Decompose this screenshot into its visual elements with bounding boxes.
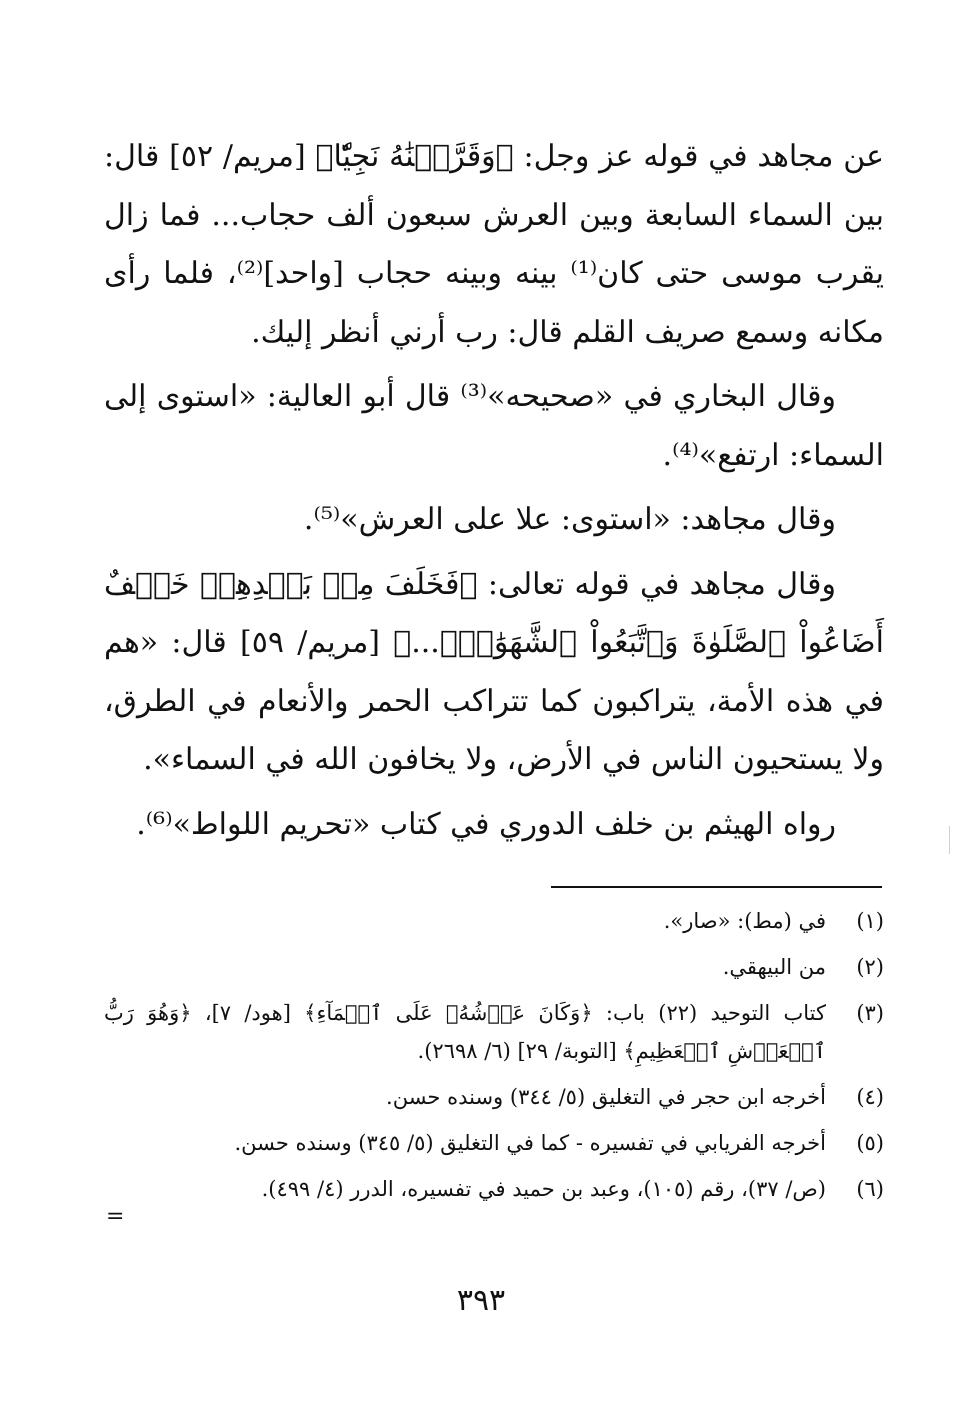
footnotes (104, 902, 884, 1216)
page-number: ٣٩٣ (456, 1283, 506, 1318)
footnote-number: (٤) (856, 1085, 884, 1109)
continuation-mark: = (106, 1204, 125, 1229)
footnote-1 (104, 902, 884, 940)
paragraph-source: رواه الهيثم بن خلف الدوري في كتاب «تحريم اللواط»⁽⁶⁾. (136, 806, 836, 842)
footnote-text: في (مط): «صار». (663, 909, 826, 933)
footnote-2 (104, 948, 884, 986)
footnote-text: أخرجه الفريابي في تفسيره - كما في التغليق (٥/ ٣٤٥) وسنده حسن. (234, 1131, 826, 1155)
footnote-number: (٢) (856, 955, 884, 979)
footnote-number: (٦) (856, 1177, 884, 1201)
footnote-4 (104, 1078, 884, 1116)
footnote-text: (ص/ ٣٧)، رقم (١٠٥)، وعبد بن حميد في تفسيره، الدرر (٤/ ٤٩٩). (261, 1177, 826, 1201)
paragraph-mujahid-istawa: وقال مجاهد: «استوى: علا على العرش»⁽⁵⁾. (303, 502, 836, 537)
footnote-number: (٣) (856, 1001, 884, 1025)
main-text (104, 128, 884, 860)
footnote-6 (104, 1170, 884, 1208)
footnote-3 (104, 994, 884, 1070)
scan-artifact (949, 826, 950, 854)
footnote-number: (١) (856, 909, 884, 933)
paragraph-bukhari-istawa: وقال البخاري في «صحيحه»⁽³⁾ قال أبو العالية: «استوى إلى السماء: ارتفع»⁽⁴⁾. (104, 379, 884, 473)
paragraph-mujahid-hijab: عن مجاهد في قوله عز وجل: ﴿وَقَرَّبۡنَٰهُ نَجِيّٗا﴾ [مريم/ ٥٢] قال: بين السماء السابعة وبين العرش سبعون ألف حجاب... فما زال يقرب موسى حتى كان⁽¹⁾ بينه وبينه حجاب [واحد]⁽²⁾، فلما رأى مكانه وسمع صريف القلم قال: رب أرني أنظر إليك. (104, 139, 885, 350)
footnote-text: أخرجه ابن حجر في التغليق (٥/ ٣٤٤) وسنده حسن. (386, 1085, 826, 1109)
footnote-5 (104, 1124, 884, 1162)
footnote-text: من البيهقي. (722, 955, 826, 979)
footnote-number: (٥) (856, 1131, 884, 1155)
footnote-divider (551, 886, 882, 888)
paragraph-mujahid-verse: وقال مجاهد في قوله تعالى: ﴿فَخَلَفَ مِنۢ بَعۡدِهِمۡ خَلۡفٌ أَضَاعُواْ ٱلصَّلَوٰةَ وَٱتَّبَعُواْ ٱلشَّهَوَٰتِۖ...﴾ [مريم/ ٥٩] قال: «هم في هذه الأمة، يتراكبون كما تتراكب الحمر والأنعام في الطرق، ولا يستحيون الناس في الأرض، ولا يخافون الله في السماء». (104, 566, 884, 777)
footnote-text: كتاب التوحيد (٢٢) باب: ﴿وَكَانَ عَرۡشُهُۥ عَلَى ٱلۡمَآءِ﴾ [هود/ ٧]، ﴿وَهُوَ رَبُّ ٱلۡعَرۡشِ ٱلۡعَظِيمِ﴾ [التوبة/ ٢٩] (٦/ ٢٦٩٨). (104, 1001, 827, 1063)
